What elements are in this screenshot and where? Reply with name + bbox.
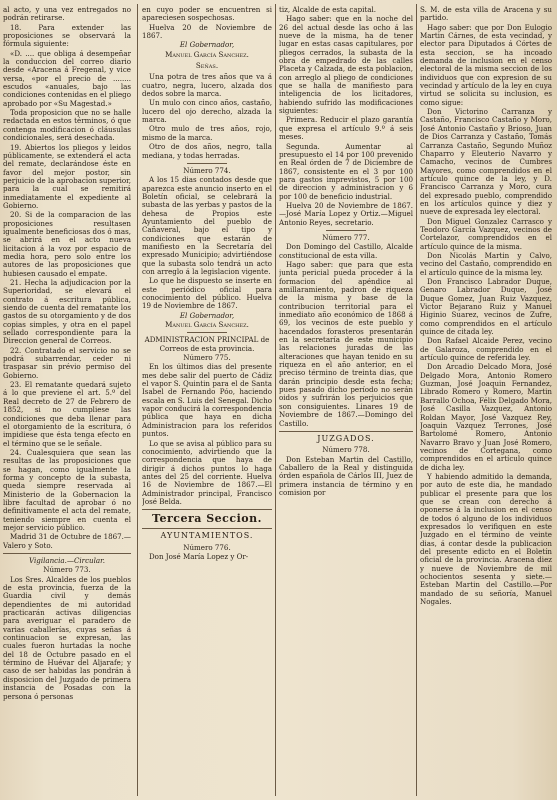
paragraph: al acto, y una vez entregados no podrán retirarse. <box>3 6 131 23</box>
paragraph: 22. Contratado el servicio no se podrá subarrendar, ceder ni traspasar sin prévio permiso del Gobierno. <box>3 345 131 380</box>
column-divider <box>275 4 276 796</box>
section-subtitle: AYUNTAMIENTOS. <box>160 531 254 541</box>
divider <box>3 553 131 554</box>
signature-title: El Gobernador, <box>179 310 235 320</box>
divider <box>187 163 227 164</box>
notice-heading: ADMINISTRACION PRINCIPAL de Correos de esta provincia. <box>144 335 270 353</box>
paragraph: Don José María Lopez y Or- <box>149 551 249 561</box>
paragraph: Don Domingo del Castillo, Alcalde constitucional de esta villa. <box>279 242 413 260</box>
paragraph: 18. Para extender las proposiciones se observará la fórmula siguiente: <box>3 22 131 49</box>
column-3 <box>279 6 413 796</box>
paragraph: Don Nicolás Martin y Calvo, vecino del Castaño, comprendido en el artículo quince de la misma ley. <box>420 250 552 277</box>
paragraph: «D. .... que obliga á desempeñar la conduccion del correo diario desde «Aracena á Fregenal, y vice versa, «por el precio de ........ escudos «anuales, bajo las condiciones contenidas en el pliego aprobado por «Su Magestad.» <box>3 48 131 108</box>
paragraph: Don Arcadio Delcado Mora, José Delgado Mora, Antonio Romero Guzman, José Joaquin Fernandez, Librado Romero y Romero, Martin Barrallo Ochoa, Félix Delgado Mora, José Casilla Vazquez, Antonio Roldan Mayor, José Vazquez Rey, Joaquin Vazquez Terrones, José Bartolomé Romero, Antonio Navarro Bravo y Juan José Romero, vecinos de Corteganа, como comprendidos en el artículo quince de dicha ley. <box>420 362 552 472</box>
paragraph: Lo que se avisa al público para su conocimiento, advirtiendo que la correspondencia que haya de dirigir á dichos puntos lo haga antes del 25 del corriente. Huelva 16 de Noviembre de 1867.—El Administrador principal, Francisco José Belda. <box>142 438 272 506</box>
paragraph: Hago saber: que para que esta junta pericial pueda proceder á la formacion del apéndice al amillaramiento, padron de riqueza de la misma y base de la contribucion territorial para el inmediato año económico de 1868 á 69, los vecinos de este pueblo y hacendados forasteros presentarán en la secretaría de este municipio las relaciones juradas de las alteraciones que hayan tenido en su riqueza en el año anterior, en el preciso término de treinta dias, que darán principio desde esta fecha; pues pasado dicho período no serán oidos y sufrirán los perjuicios que son consiguientes. Linares 19 de Noviembre de 1867.—Domingo del Castillo. <box>279 259 413 428</box>
paragraph: Los Sres. Alcaldes de los pueblos de esta provincia, fuerza de la Guardia civil y demás dependientes de mi autoridad practicarán activas diligencias para averiguar el paradero de varias caballerías, cuyas señas á continuacion se expresan, las cuales fueron hurtadas la noche del 18 de Octubre pasado en el término de Huévar del Aljarafe; y caso de ser habidas las pondrán á disposicion del Juzgado de primera instancia de Posadas con la persona ó personas <box>3 574 131 701</box>
column-1 <box>3 6 131 796</box>
paragraph: Hago saber: que en la noche del 26 del actual desde las ocho á las nueve de la misma, ha de tener lugar en estas casas capitulares, por pliegos cerrados, la subasta de la obra de empedrado de las calles Placeta y Calzada, de esta poblacion, con arreglo al pliego de condiciones que se halla de manifiesto para inteligencia de los licitadores, habiendo sufrido las modificaciones siguientes: <box>279 14 413 116</box>
signature-name: Manuel García Sanchez. <box>165 49 249 59</box>
signature-name: Manuel García Sanchez. <box>165 320 249 330</box>
paragraph: Segunda. Aumentar al presupuesto el 14 por 100 prevenido en Real órden de 7 de Diciembre de 1867, consistente en el 3 por 100 para gastos imprevistos, 5 por 100 de direccion y administracion y 6 por 100 de beneficio industrial. <box>279 141 413 201</box>
paragraph: Otro mulo de tres años, rojo, mismo de la marca. <box>142 124 272 142</box>
paragraph: 19. Abiertos los pliegos y leidos públicamente, se extenderá el acta del remate, declarándose éste en favor del mejor postor, sin perjuicio de la aprobacion superior, para la cual se remitirá inmediatamente el expediente al Gobierno. <box>3 142 131 210</box>
dateline: Madrid 31 de Octubre de 1867.—Valero y Soto. <box>3 532 131 550</box>
column-2 <box>142 6 272 796</box>
paragraph: Don Rafael Alcaide Perez, vecino de Galaroza, comprendido en el artículo quince de referida ley. <box>420 336 552 363</box>
dateline: Huelva 20 de Noviembre de 1867. <box>142 22 272 41</box>
paragraph: en cuyo poder se encuentren si apareciesen sospechosas. <box>142 6 272 23</box>
paragraph: Don Esteban Martin del Castillo, Caballero de la Real y distinguida órden española de Cárlos III, Juez de primera instancia de término y en comision por <box>279 454 413 497</box>
signature-title: El Gobernador, <box>179 40 235 50</box>
paragraph: 23. El rematante quedará sujeto á lo que previene el art. 5.º del Real decreto de 27 de Febrero de 1852, si no cumpliese las condiciones que deba llenar para el otorgamiento de la escritura, ó impidiese que ésta tenga efecto en el término que se le señale. <box>3 380 131 448</box>
notice-number: Número 775. <box>183 353 231 363</box>
paragraph: A los 15 dias contados desde que aparezca este anuncio inserto en el Boletín oficial, se celebrará la subasta de las yerbas y pastos de la dehesa de Propios este Ayuntamiento del pueblo de Cañaveral, bajo el tipo y condiciones que estarán de manifiesto en la Secretaría del expresado Municipio; advirtiéndose que la subasta solo tendrá un acto con arreglo á la legislacion vigente. <box>142 175 272 276</box>
column-divider <box>416 4 417 796</box>
divider <box>142 509 272 510</box>
section-label: Señas. <box>195 61 219 71</box>
column-4 <box>420 6 552 796</box>
notice-number: Número 777. <box>322 232 370 242</box>
notice-number: Número 778. <box>322 445 370 455</box>
paragraph: Don Francisco Labrador Duque, Genaro Labrador Duque, José Duque Gomez, Juan Ruiz Vazquez, Victor Bejarano Ruiz y Manuel Higinio Suarez, vecinos de Zufre, como comprendidos en el artículo quince de citada ley. <box>420 277 552 337</box>
notice-number: Número 776. <box>183 542 231 552</box>
paragraph: Un mulo con cinco años, castaño, lucero del ojo derecho, alzada la marca. <box>142 98 272 125</box>
paragraph: Toda proposicion que no se halle redactada en estos términos, ó que contenga modificacion ó cláusulas condicionales, será desechada. <box>3 108 131 143</box>
paragraph: Primera. Reducir el plazo garantía que expresa el artículo 9.º á seis meses. <box>279 115 413 142</box>
paragraph: En los últimos dias del presente mes debe salir del puerto de Cádiz el vapor S. Quintin para el de Santa Isabel de Fernando Póo, haciendo escala en S. Luis del Senegal. Dicho vapor conducirá la correspondencia pública que haya en dicha Administracion para los referidos puntos. <box>142 362 272 439</box>
divider <box>142 528 272 529</box>
paragraph: S. M. de esta villa de Aracena y su partido. <box>420 6 552 23</box>
paragraph: 21. Hecha la adjudicacion por la Superioridad, se elevará el contrato á escritura pública, siendo de cuenta del rematante los gastos de su otorgamiento y de dos copias simples, y otra en el papel sellado correspondiente para la Direccion general de Correos. <box>3 278 131 346</box>
section-title: Tercera Seccion. <box>152 512 262 526</box>
paragraph: Huelva 20 de Noviembre de 1867.—José María Lopez y Ortiz.—Miguel Antonio Reyes, secretario. <box>279 200 413 227</box>
divider <box>279 431 413 432</box>
notice-heading: Vigilancia.—Circular. <box>29 556 105 565</box>
paragraph: Lo que he dispuesto se inserte en este periódico oficial para conocimiento del público. Huelva 19 de Noviembre de 1867. <box>142 276 272 311</box>
paragraph: Y habiendo admitido la demanda, por auto de este dia, he mandado publicar el presente para que los que se crean con derecho á oponerse á la inclusion en el censo de todos ó alguno de los individuos expresados lo verifiquen en este Juzgado en el término de veinte dias, á contar desde la publicacion del presente edicto en el Boletín oficial de la provincia. Aracena diez y nueve de Noviembre de mil ochocientos sesenta y siete.—Esteban Martin del Castillo.—Por mandado de su señoría, Manuel Nogales. <box>420 471 552 607</box>
paragraph: Don Victorino Carranza y Castaño, Francisco Castaño y Moro, José Antonio Castaño y Brioso, Juan de Dios Carranza y Castaño, Tomás Carranza Castaño, Segundo Muñoz Chaparro y Eleuterio Navarro y Camacho, vecinos de Cumbres Mayores, como comprendidos en el artículo quince de la ley, y D. Francisco Carranza y Moro, cura del expresado pueblo, comprendido en los artículos quince y diez y nueve de expresada ley electoral. <box>420 107 552 217</box>
column-divider <box>137 4 138 796</box>
paragraph: Otro de dos años, negro, talla mediana, y todas herradas. <box>142 142 272 160</box>
paragraph: 20. Si de la comparacion de las proposiciones resultasen igualmente beneficiosas dos ó mas, se abrirá en el acto nueva licitacion á la voz por espacio de media hora, pero solo entre los autores de las proposiciones que hubiesen causado el empate. <box>3 210 131 278</box>
section-subtitle: JUZGADOS. <box>317 433 375 443</box>
paragraph: Una potra de tres años que va á cuatro, negra, lucero, alzada dos dedos sobre la marca. <box>142 72 272 99</box>
paragraph: Hago saber: que por Don Eulogio Martin Cárnes, de esta vecindad, y elector para Diputados á Córtes de esta seccion, se ha incoado demanda de inclusion en el censo electoral de la misma seccion de los individuos que con expresion de su vecindad y artículo de la ley en cuya virtud se solicita su inclusion, es como sigue: <box>420 22 552 107</box>
divider <box>187 332 227 333</box>
paragraph: tiz, Alcalde de esta capital. <box>279 6 377 14</box>
paragraph: 24. Cualesquiera que sean las resultas de las proposiciones que se hagan, como igualmente la forma y concepto de la subasta, queda siempre reservada al Ministerio de la Gobernacion la libre facultad de aprobar ó no definitivamente el acta del remate, teniendo siempre en cuenta el mejor servicio público. <box>3 447 131 532</box>
notice-number: Número 773. <box>43 565 91 575</box>
divider <box>326 230 366 231</box>
notice-number: Número 774. <box>183 165 231 175</box>
paragraph: Don Miguel Gonzalez Carrasco y Teodoro García Vazquez, vecinos de Cortelazor, comprendidos en el artículo quince de la misma. <box>420 216 552 251</box>
